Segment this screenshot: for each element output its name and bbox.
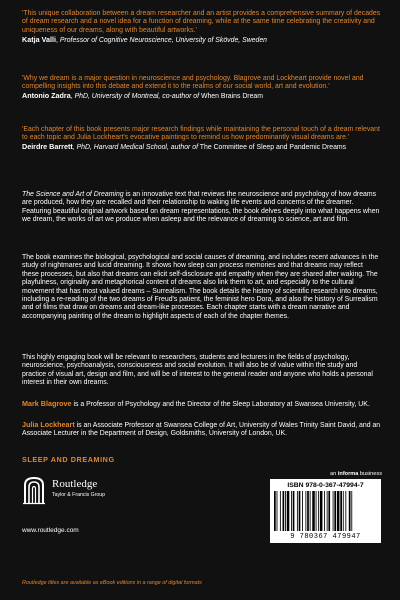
quote-author-name: Deirdre Barrett	[22, 142, 73, 152]
quote-attribution: Katja Valli, Professor of Cognitive Neuroscience, University of Skövde, Sweden	[22, 34, 268, 44]
quote-author-role: PhD, University of Montreal, co-author of	[74, 93, 200, 101]
barcode-digits: 9 780367 479947	[290, 533, 361, 541]
author-bio-2	[22, 421, 382, 439]
description-paragraph-1	[22, 191, 380, 225]
author-bio-text: is a Professor of Psychology and the Director of the Sleep Laboratory at Swansea University, UK.	[73, 401, 370, 408]
author-bio-1	[22, 400, 382, 409]
informa-suffix: business	[359, 471, 382, 477]
quote-author-name: Katja Valli	[22, 34, 56, 44]
endorsement-quote-2	[22, 75, 382, 102]
author-name: Mark Blagrove	[22, 399, 72, 408]
quote-author-name: Antonio Zadra	[22, 91, 71, 101]
quote-author-work: The Committee of Sleep and Pandemic Dreams	[199, 144, 347, 152]
routledge-logo-icon	[22, 475, 46, 505]
isbn-number: ISBN 978-0-367-47994-7	[287, 482, 364, 489]
publisher-logo	[22, 472, 112, 510]
barcode-panel	[270, 479, 381, 543]
endorsement-quote-1	[22, 10, 382, 45]
quote-author-work: When Brains Dream	[200, 93, 263, 101]
quote-attribution: Deirdre Barrett, PhD, Harvard Medical School, author of The Committee of Sleep and Pandemic Dreams	[22, 142, 347, 152]
paragraph-text: is an innovative text that reviews the neuroscience and psychology of how dreams are produced, how they are recalled and their relationship to waking life events and concerns of the dreamer. Featuring beautiful original artwork based on dream representations, the book delves deeply into what happens when we dream, the works of art we produce when asleep and the relevance of dreaming to science, art and film.	[22, 191, 380, 224]
publisher-name: Routledge	[52, 478, 98, 490]
barcode-icon	[273, 491, 378, 533]
publisher-group: Taylor & Francis Group	[52, 492, 106, 498]
quote-text: 'This unique collaboration between a dream researcher and an artist provides a comprehensive summary of decades of dream research and a novel idea for a function of dreaming, while at the same time celebrating the creativity and uniqueness of our dreams, along with beautiful artworks.'	[22, 10, 381, 34]
subject-category: SLEEP AND DREAMING	[22, 455, 115, 464]
quote-author-role: Professor of Cognitive Neuroscience, University of Skövde, Sweden	[59, 36, 268, 44]
author-name: Julia Lockheart	[22, 420, 75, 429]
endorsement-quote-3	[22, 126, 382, 153]
ebook-availability-note: Routledge titles are available as eBook editions in a range of digital formats	[22, 580, 202, 586]
informa-brand: informa	[337, 471, 359, 477]
informa-business-line	[266, 471, 382, 477]
author-bio-text: is an Associate Professor at Swansea College of Art, University of Wales Trinity Saint David, and an Associate Lecturer in the Department of Design, Goldsmiths, University of London, UK.	[22, 422, 381, 438]
quote-text: 'Each chapter of this book presents major research findings while maintaining the personal touch of a dream relevant to each topic and Julia Lockheart's evocative paintings to remind us how predominantly visual dreams are.'	[22, 126, 380, 142]
quote-author-role: PhD, Harvard Medical School, author of	[76, 144, 198, 152]
quote-text: 'Why we dream is a major question in neuroscience and psychology. Blagrove and Lockheart provide novel and compelling insights into this debate and extend it to the realms of our social world, art and evolution.'	[22, 75, 364, 91]
description-paragraph-2: The book examines the biological, psychological and social causes of dreaming, and includes recent advances in the study of nightmares and lucid dreaming. It shows how sleep can process memories and that dreams may reflect these processes, but also that dreams can elicit self-disclosure and empathy when they are shared after waking. The playfulness, originality and metaphorical content of dreams also link them to art, and especially to the cultural movement that has most valued dreams – Surrealism. The book details the history of scientific research into dreams, including a re-reading of the two dreams of Freud's patient, the feminist hero Dora, and also the history of Surrealism and of films that draw on dreams and dream-like processes. Each chapter starts with a dream narrative and accompanying painting of the dream to highlight aspects of each of the chapter themes.	[22, 254, 379, 320]
publisher-website: www.routledge.com	[22, 527, 79, 534]
quote-attribution: Antonio Zadra, PhD, University of Montreal, co-author of When Brains Dream	[22, 91, 263, 101]
informa-prefix: an	[330, 471, 337, 477]
book-title-inline: The Science and Art of Dreaming	[22, 191, 124, 198]
description-paragraph-3: This highly engaging book will be relevant to researchers, students and lecturers in the fields of psychology, neuroscience, psychoanalysis, consciousness and social evolution. It will also be of value within the study and practice of visual art, design and film, and will be of interest to the general reader and anyone who holds a personal interest in their own dreams.	[22, 354, 373, 387]
